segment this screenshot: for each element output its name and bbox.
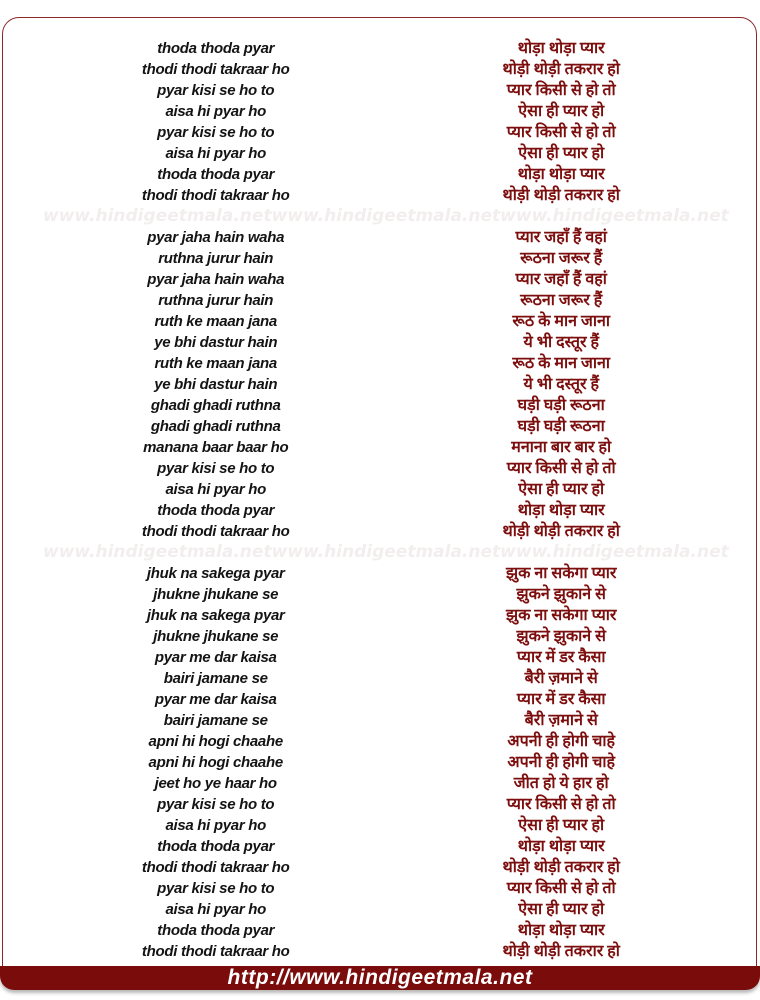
lyric-line — [3, 80, 756, 101]
lyric-line — [3, 374, 756, 395]
lyric-english: thoda thoda pyar — [157, 166, 275, 183]
watermark-text: www.hindigeetmala.net — [43, 206, 272, 226]
lyric-line — [3, 290, 756, 311]
lyric-line — [3, 878, 756, 899]
lyric-hindi: प्यार में डर कैसा — [516, 649, 606, 666]
lyric-hindi: ऐसा ही प्यार हो — [518, 103, 605, 120]
lyric-line — [3, 752, 756, 773]
lyric-hindi: झुक ना सकेगा प्यार — [505, 565, 617, 582]
lyric-english: aisa hi pyar ho — [165, 103, 266, 120]
lyric-english: ye bhi dastur hain — [154, 376, 278, 393]
lyric-hindi: रूठना जरूर हैं — [520, 292, 603, 309]
lyric-hindi: प्यार किसी से हो तो — [506, 460, 616, 477]
lyric-line — [3, 248, 756, 269]
lyric-line — [3, 857, 756, 878]
lyric-hindi: थोड़ी थोड़ी तकरार हो — [502, 187, 620, 204]
lyric-english: pyar kisi se ho to — [157, 124, 275, 141]
watermark-text: www.hindigeetmala.net — [271, 542, 501, 562]
lyric-hindi: थोड़ी थोड़ी तकरार हो — [502, 859, 620, 876]
lyric-hindi: मनाना बार बार हो — [511, 439, 612, 456]
lyric-hindi: थोड़ा थोड़ा प्यार — [517, 40, 605, 57]
lyric-hindi: अपनी ही होगी चाहे — [507, 733, 615, 750]
lyric-english: pyar me dar kaisa — [154, 691, 277, 708]
watermark-row — [3, 206, 756, 227]
lyric-english: thodi thodi takraar ho — [141, 187, 290, 204]
lyric-line — [3, 269, 756, 290]
watermark-text: www.hindigeetmala.net — [500, 206, 729, 226]
lyric-hindi: अपनी ही होगी चाहे — [507, 754, 615, 771]
lyric-hindi: प्यार में डर कैसा — [516, 691, 606, 708]
lyric-hindi: रूठ के मान जाना — [512, 355, 611, 372]
lyric-english: aisa hi pyar ho — [165, 817, 266, 834]
lyric-english: thoda thoda pyar — [157, 838, 275, 855]
lyric-english: ruth ke maan jana — [154, 313, 277, 330]
lyric-english: pyar kisi se ho to — [157, 880, 275, 897]
lyric-line — [3, 626, 756, 647]
lyric-hindi: थोड़ा थोड़ा प्यार — [517, 502, 605, 519]
lyric-hindi: ऐसा ही प्यार हो — [518, 817, 605, 834]
lyric-english: aisa hi pyar ho — [165, 481, 266, 498]
lyric-line — [3, 164, 756, 185]
watermark-text: www.hindigeetmala.net — [43, 542, 272, 562]
lyric-line — [3, 437, 756, 458]
lyric-hindi: थोड़ी थोड़ी तकरार हो — [502, 943, 620, 960]
lyric-english: pyar jaha hain waha — [147, 271, 285, 288]
lyric-hindi: झुकने झुकाने से — [516, 628, 606, 645]
lyric-english: aisa hi pyar ho — [165, 145, 266, 162]
lyric-english: bairi jamane se — [163, 712, 268, 729]
lyric-line — [3, 185, 756, 206]
lyric-line — [3, 416, 756, 437]
lyric-english: thoda thoda pyar — [157, 922, 275, 939]
lyric-english: pyar kisi se ho to — [157, 82, 275, 99]
lyric-line — [3, 479, 756, 500]
lyric-hindi: प्यार किसी से हो तो — [506, 796, 616, 813]
lyric-english: pyar kisi se ho to — [157, 796, 275, 813]
lyric-hindi: घड़ी घड़ी रूठना — [517, 418, 605, 435]
lyric-hindi: जीत हो ये हार हो — [513, 775, 609, 792]
lyric-english: jhukne jhukane se — [153, 628, 279, 645]
lyric-line — [3, 836, 756, 857]
stanza-3 — [3, 563, 756, 962]
lyric-line — [3, 794, 756, 815]
lyric-hindi: ये भी दस्तूर हैं — [523, 334, 599, 351]
watermark-text: www.hindigeetmala.net — [271, 206, 501, 226]
lyric-line — [3, 584, 756, 605]
lyric-hindi: प्यार किसी से हो तो — [506, 880, 616, 897]
lyric-english: jhukne jhukane se — [153, 586, 279, 603]
lyric-english: ghadi ghadi ruthna — [150, 418, 281, 435]
lyric-hindi: ऐसा ही प्यार हो — [518, 145, 605, 162]
lyric-line — [3, 227, 756, 248]
lyric-hindi: प्यार जहाँ हैं वहां — [515, 271, 607, 288]
lyric-hindi: थोड़ा थोड़ा प्यार — [517, 838, 605, 855]
lyric-english: thodi thodi takraar ho — [141, 523, 290, 540]
lyric-line — [3, 332, 756, 353]
lyric-english: apni hi hogi chaahe — [148, 754, 283, 771]
lyric-line — [3, 605, 756, 626]
lyric-line — [3, 311, 756, 332]
lyric-english: apni hi hogi chaahe — [148, 733, 283, 750]
lyric-line — [3, 668, 756, 689]
lyric-line — [3, 458, 756, 479]
lyric-hindi: बैरी ज़माने से — [524, 712, 598, 729]
lyric-line — [3, 143, 756, 164]
lyric-line — [3, 101, 756, 122]
lyric-english: ye bhi dastur hain — [154, 334, 278, 351]
lyrics-sheet — [2, 17, 757, 988]
lyric-line — [3, 899, 756, 920]
watermark-row — [3, 542, 756, 563]
stanza-2 — [3, 227, 756, 542]
lyric-line — [3, 521, 756, 542]
lyric-hindi: ये भी दस्तूर हैं — [523, 376, 599, 393]
lyric-line — [3, 647, 756, 668]
lyric-hindi: थोड़ा थोड़ा प्यार — [517, 166, 605, 183]
lyric-hindi: रूठ के मान जाना — [512, 313, 611, 330]
lyric-english: thodi thodi takraar ho — [141, 61, 290, 78]
lyric-line — [3, 38, 756, 59]
lyric-english: thoda thoda pyar — [157, 40, 275, 57]
lyric-line — [3, 395, 756, 416]
lyric-english: jhuk na sakega pyar — [146, 607, 285, 624]
lyric-line — [3, 773, 756, 794]
lyric-english: pyar jaha hain waha — [147, 229, 285, 246]
footer-url: http://www.hindigeetmala.net — [227, 966, 533, 989]
lyric-english: aisa hi pyar ho — [165, 901, 266, 918]
lyric-hindi: थोड़ी थोड़ी तकरार हो — [502, 523, 620, 540]
lyric-hindi: रूठना जरूर हैं — [520, 250, 603, 267]
stanza-1 — [3, 38, 756, 206]
lyric-hindi: प्यार किसी से हो तो — [506, 82, 616, 99]
lyric-line — [3, 500, 756, 521]
lyric-line — [3, 122, 756, 143]
lyric-english: ghadi ghadi ruthna — [150, 397, 281, 414]
lyric-hindi: थोड़ी थोड़ी तकरार हो — [502, 61, 620, 78]
lyric-english: bairi jamane se — [163, 670, 268, 687]
lyric-english: ruthna jurur hain — [158, 292, 274, 309]
lyric-english: thodi thodi takraar ho — [141, 859, 290, 876]
lyric-english: ruth ke maan jana — [154, 355, 277, 372]
lyric-hindi: बैरी ज़माने से — [524, 670, 598, 687]
lyric-english: pyar me dar kaisa — [154, 649, 277, 666]
lyric-hindi: घड़ी घड़ी रूठना — [517, 397, 605, 414]
lyric-hindi: प्यार जहाँ हैं वहां — [515, 229, 607, 246]
lyric-line — [3, 59, 756, 80]
lyric-english: jeet ho ye haar ho — [154, 775, 277, 792]
lyric-line — [3, 689, 756, 710]
footer-url-bar — [0, 966, 760, 990]
lyric-english: thoda thoda pyar — [157, 502, 275, 519]
lyric-line — [3, 920, 756, 941]
lyric-line — [3, 563, 756, 584]
lyric-english: jhuk na sakega pyar — [146, 565, 285, 582]
lyric-hindi: झुक ना सकेगा प्यार — [505, 607, 617, 624]
lyric-line — [3, 710, 756, 731]
lyric-line — [3, 731, 756, 752]
lyric-line — [3, 941, 756, 962]
lyric-line — [3, 353, 756, 374]
watermark-text: www.hindigeetmala.net — [500, 542, 729, 562]
lyric-english: ruthna jurur hain — [158, 250, 274, 267]
lyric-line — [3, 815, 756, 836]
lyric-english: manana baar baar ho — [143, 439, 289, 456]
lyric-hindi: झुकने झुकाने से — [516, 586, 606, 603]
lyric-english: thodi thodi takraar ho — [141, 943, 290, 960]
lyric-english: pyar kisi se ho to — [157, 460, 275, 477]
lyric-hindi: थोड़ा थोड़ा प्यार — [517, 922, 605, 939]
lyric-hindi: ऐसा ही प्यार हो — [518, 901, 605, 918]
lyric-hindi: प्यार किसी से हो तो — [506, 124, 616, 141]
lyric-hindi: ऐसा ही प्यार हो — [518, 481, 605, 498]
